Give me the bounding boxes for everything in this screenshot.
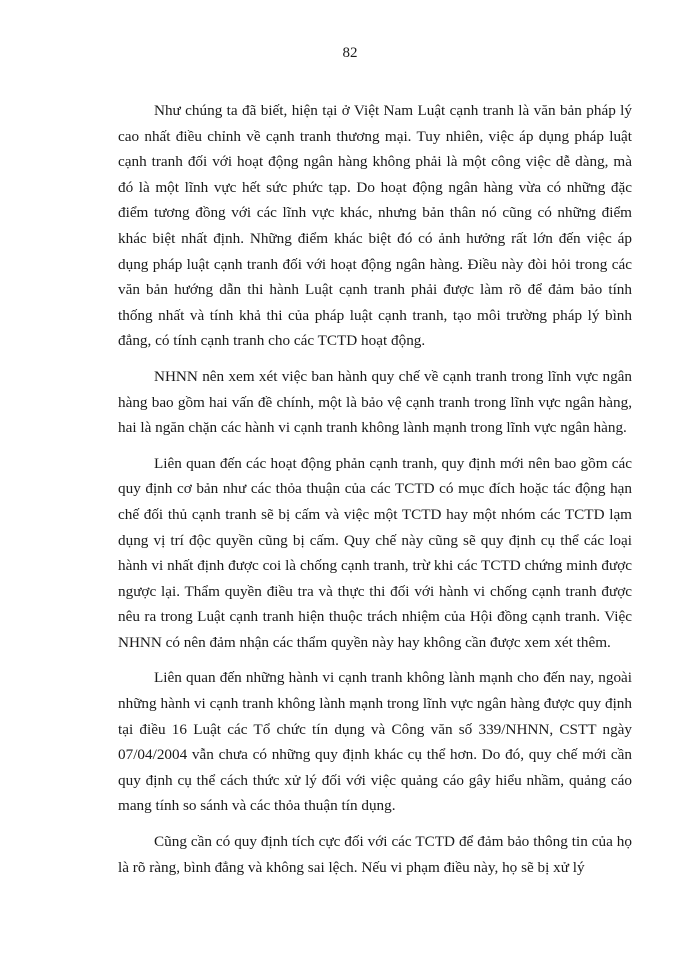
paragraph: Liên quan đến các hoạt động phản cạnh tranh, quy định mới nên bao gồm các quy định cơ bản như các thỏa thuận của các TCTD có mục đích hoặc tác động hạn chế đối thủ cạnh tranh sẽ bị cấm và việc một TCTD hay một nhóm các TCTD lạm dụng vị trí độc quyền cũng bị cấm. Quy chế này cũng sẽ quy định cụ thể các loại hành vi nhất định được coi là chống cạnh tranh, trừ khi các TCTD chứng minh được ngược lại. Thẩm quyền điều tra và thực thi đối với hành vi chống cạnh tranh được nêu ra trong Luật cạnh tranh hiện thuộc trách nhiệm của Hội đồng cạnh tranh. Việc NHNN có nên đảm nhận các thẩm quyền này hay không cần được xem xét thêm. bbox=[118, 454, 632, 651]
page-number: 82 bbox=[342, 45, 358, 61]
paragraph: Liên quan đến những hành vi cạnh tranh không lành mạnh cho đến nay, ngoài những hành vi cạnh tranh không lành mạnh trong lĩnh vực ngân hàng được quy định tại điều 16 Luật các Tổ chức tín dụng và Công văn số 339/NHNN, CSTT ngày 07/04/2004 vẫn chưa có những quy định khác cụ thể hơn. Do đó, quy chế mới cần quy định cụ thể cách thức xử lý đối với việc quảng cáo gây hiểu nhầm, quảng cáo mang tính so sánh và các thỏa thuận tín dụng. bbox=[118, 669, 632, 815]
paragraph: Như chúng ta đã biết, hiện tại ở Việt Nam Luật cạnh tranh là văn bản pháp lý cao nhất điều chỉnh về cạnh tranh thương mại. Tuy nhiên, việc áp dụng pháp luật cạnh tranh đối với hoạt động ngân hàng không phải là một công việc dễ dàng, mà đó là một lĩnh vực hết sức phức tạp. Do hoạt động ngân hàng vừa có những đặc điểm tương đồng với các lĩnh vực khác, nhưng bản thân nó cũng có những điểm khác biệt nhất định. Những điểm khác biệt đó có ảnh hưởng rất lớn đến việc áp dụng pháp luật cạnh tranh đối với hoạt động ngân hàng. Điều này đòi hỏi trong các văn bản hướng dẫn thi hành Luật cạnh tranh phải được làm rõ để đảm bảo tính thống nhất và tính khả thi của pháp luật cạnh tranh, tạo môi trường pháp lý bình đẳng, có tính cạnh tranh cho các TCTD hoạt động. bbox=[118, 102, 632, 350]
paragraph: Cũng cần có quy định tích cực đối với các TCTD để đảm bảo thông tin của họ là rõ ràng, bình đẳng và không sai lệch. Nếu vi phạm điều này, họ sẽ bị xử lý bbox=[118, 833, 632, 876]
paragraph: NHNN nên xem xét việc ban hành quy chế về cạnh tranh trong lĩnh vực ngân hàng bao gồm hai vấn đề chính, một là bảo vệ cạnh tranh trong lĩnh vực ngân hàng, hai là ngăn chặn các hành vi cạnh tranh không lành mạnh trong lĩnh vực ngân hàng. bbox=[118, 367, 632, 437]
body-text bbox=[118, 98, 632, 890]
